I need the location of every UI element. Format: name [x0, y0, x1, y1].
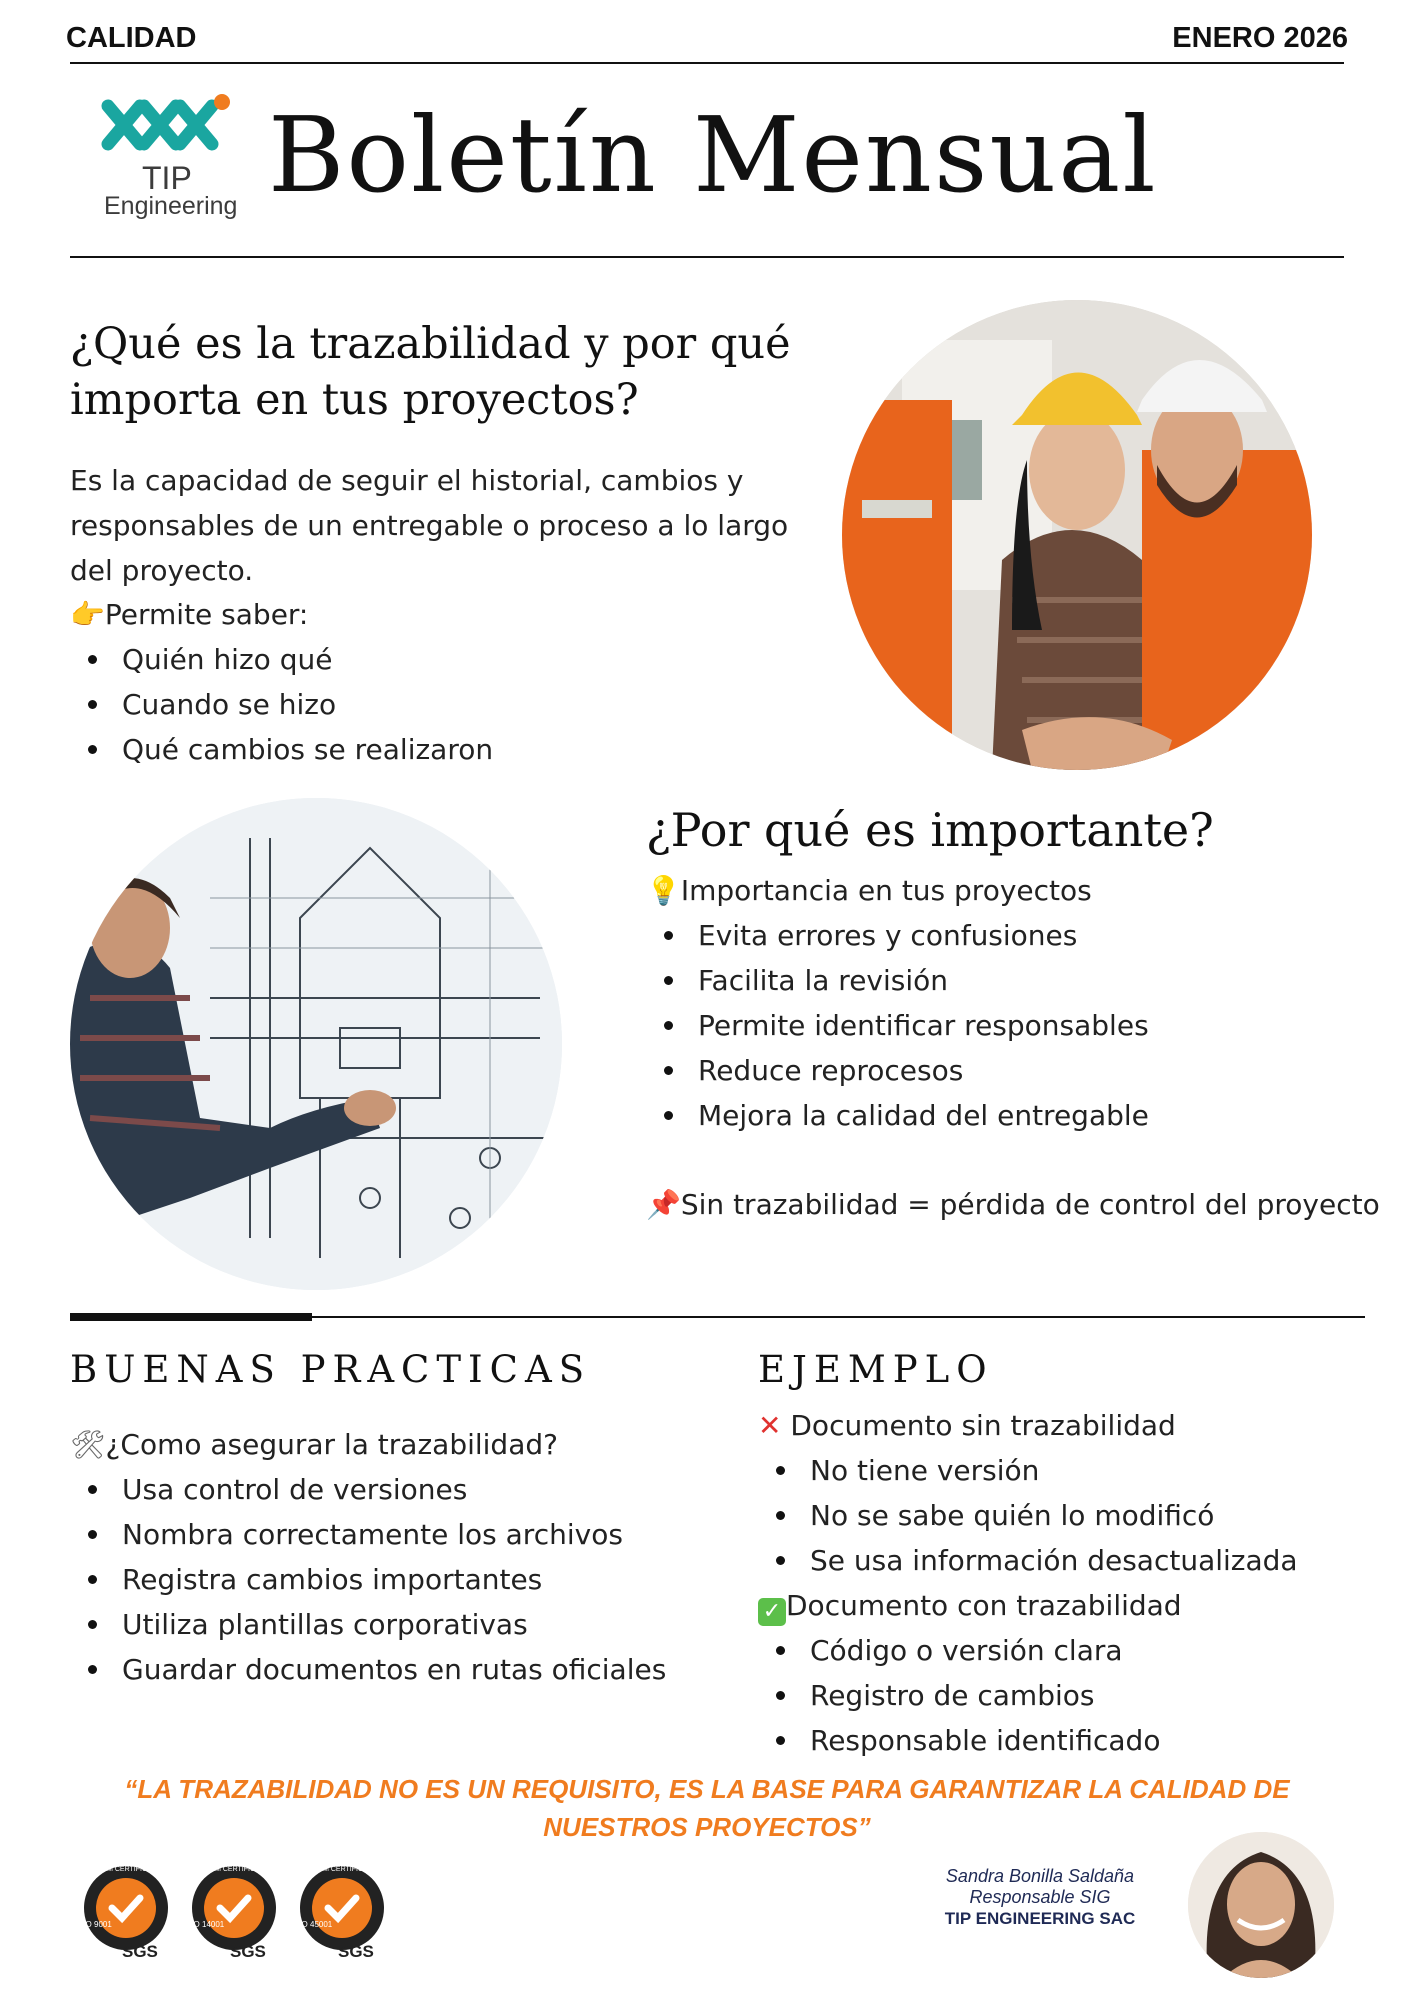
blueprint-photo: [70, 798, 562, 1290]
badge-iso-text: ISO 45001: [294, 1920, 333, 1929]
section-divider-accent: [70, 1313, 312, 1321]
list-item: Qué cambios se realizaron: [70, 727, 493, 772]
example-bad-text: Documento sin trazabilidad: [790, 1409, 1176, 1442]
section1-intro: [70, 592, 308, 637]
section2-heading: ¿Por qué es importante?: [646, 803, 1214, 857]
list-item: Código o versión clara: [758, 1628, 1160, 1673]
list-item: Nombra correctamente los archivos: [70, 1512, 666, 1557]
list-item: Evita errores y confusiones: [646, 913, 1149, 958]
logo-text-tip: TIP: [142, 160, 192, 196]
example-good-label: [758, 1583, 1182, 1628]
logo-text-engineering: Engineering: [104, 192, 238, 220]
cross-mark-icon: ✕: [758, 1409, 782, 1442]
engineers-illustration: [842, 300, 1312, 770]
section2-note: [646, 1182, 1380, 1227]
badge-brand-text: SGS: [230, 1942, 266, 1961]
certification-badge-iso-9001: [78, 1862, 174, 1962]
certification-badge-iso-45001: [294, 1862, 390, 1962]
quote-line-1: “LA TRAZABILIDAD NO ES UN REQUISITO, ES LA BASE PARA GARANTIZAR LA CALIDAD DE: [124, 1774, 1290, 1804]
example-bad-label: [758, 1403, 1176, 1448]
page-title: Boletín Mensual: [268, 94, 1158, 216]
list-item: Guardar documentos en rutas oficiales: [70, 1647, 666, 1692]
blueprint-illustration: [70, 798, 562, 1290]
list-item: Responsable identificado: [758, 1718, 1160, 1763]
practices-heading: BUENAS PRACTICAS: [70, 1348, 592, 1391]
practices-list: [70, 1467, 666, 1692]
list-item: Se usa información desactualizada: [758, 1538, 1298, 1583]
header-rule: [70, 62, 1344, 64]
header-date: ENERO 2026: [1172, 22, 1348, 54]
lightbulb-icon: 💡: [646, 874, 681, 907]
pushpin-icon: 📌: [646, 1188, 681, 1221]
list-item: Utiliza plantillas corporativas: [70, 1602, 666, 1647]
list-item: Cuando se hizo: [70, 682, 493, 727]
pointing-hand-icon: 👉: [70, 598, 105, 631]
title-rule: [70, 256, 1344, 258]
example-heading: EJEMPLO: [758, 1348, 994, 1391]
section1-intro-text: Permite saber:: [104, 598, 309, 631]
list-item: Facilita la revisión: [646, 958, 1149, 1003]
list-item: Mejora la calidad del entregable: [646, 1093, 1149, 1138]
section1-paragraph: Es la capacidad de seguir el historial, cambios y responsables de un entregable o proceso a lo largo del proyecto.: [70, 464, 789, 587]
badge-iso-text: ISO 9001: [78, 1920, 112, 1929]
signature-name: Sandra Bonilla Saldaña: [945, 1866, 1135, 1886]
list-item: Usa control de versiones: [70, 1467, 666, 1512]
check-mark-icon: ✓: [758, 1598, 786, 1626]
quote-line-2: NUESTROS PROYECTOS”: [543, 1812, 871, 1842]
header-category: CALIDAD: [66, 22, 197, 54]
badge-brand-text: SGS: [338, 1942, 374, 1961]
badge-brand-text: SGS: [122, 1942, 158, 1961]
section2-note-text: Sin trazabilidad = pérdida de control del proyecto: [680, 1188, 1380, 1221]
person-portrait-icon: [1188, 1832, 1334, 1978]
section2-list: [646, 913, 1149, 1138]
engineers-photo: [842, 300, 1312, 770]
list-item: Registra cambios importantes: [70, 1557, 666, 1602]
signature-block: [900, 1866, 1180, 1929]
section1-heading: ¿Qué es la trazabilidad y por qué importa en tus proyectos?: [70, 319, 791, 425]
section2-intro-text: Importancia en tus proyectos: [680, 874, 1092, 907]
section2-intro: [646, 868, 1092, 913]
practices-intro-text: ¿Como asegurar la trazabilidad?: [105, 1428, 558, 1461]
logo-mark-icon: [100, 92, 240, 162]
closing-quote: [70, 1770, 1344, 1846]
signature-role: Responsable SIG: [969, 1887, 1111, 1907]
avatar: [1188, 1832, 1334, 1978]
company-logo: [100, 92, 240, 232]
section1-list: [70, 637, 493, 772]
list-item: Reduce reprocesos: [646, 1048, 1149, 1093]
example-bad-list: [758, 1448, 1298, 1583]
example-good-text: Documento con trazabilidad: [786, 1589, 1182, 1622]
certification-badge-iso-14001: [186, 1862, 282, 1962]
signature-company: TIP ENGINEERING SAC: [944, 1909, 1136, 1928]
badge-top-text: SYSTEM CERTIFICATION: [300, 1866, 384, 1873]
badge-top-text: SYSTEM CERTIFICATION: [192, 1866, 276, 1873]
badge-iso-text: ISO 14001: [186, 1920, 225, 1929]
tools-icon: 🛠: [70, 1428, 106, 1461]
badge-top-text: SYSTEM CERTIFICATION: [84, 1866, 168, 1873]
example-good-list: [758, 1628, 1160, 1763]
list-item: No se sabe quién lo modificó: [758, 1493, 1298, 1538]
practices-intro: [70, 1422, 558, 1467]
list-item: Quién hizo qué: [70, 637, 493, 682]
list-item: No tiene versión: [758, 1448, 1298, 1493]
list-item: Registro de cambios: [758, 1673, 1160, 1718]
list-item: Permite identificar responsables: [646, 1003, 1149, 1048]
